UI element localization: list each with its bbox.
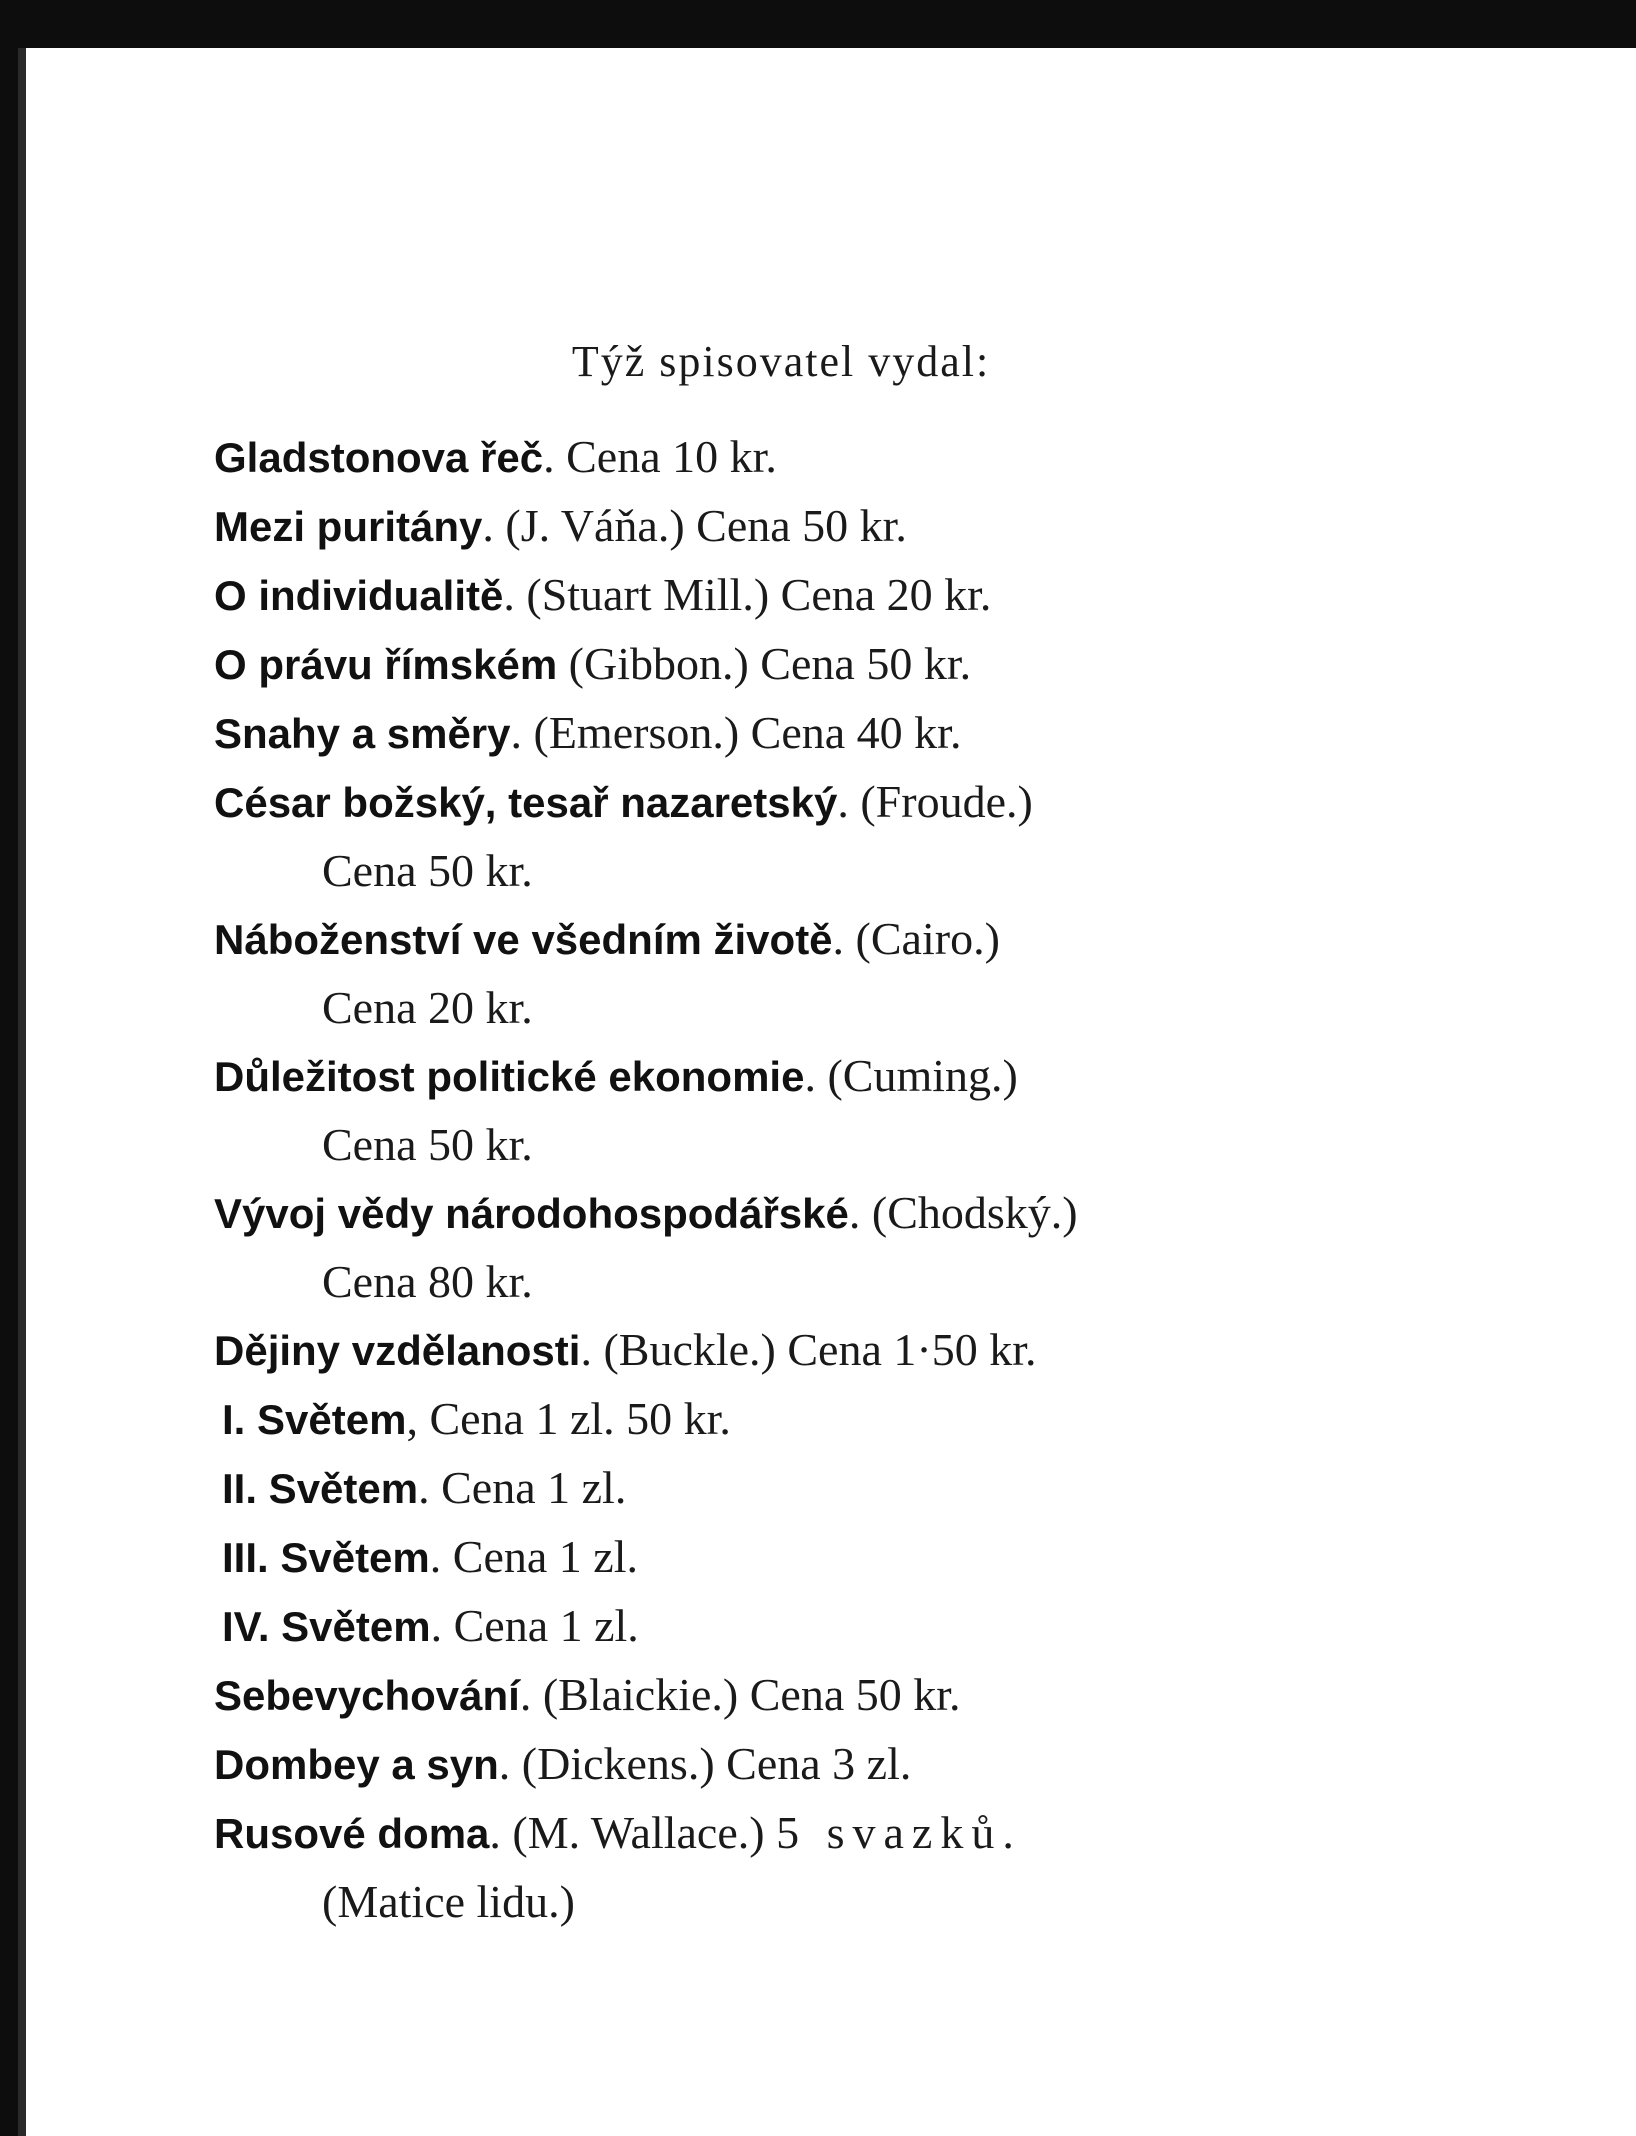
volume-title: IV. Světem xyxy=(222,1603,431,1650)
entry-details: . (J. Váňa.) Cena 50 kr. xyxy=(482,500,907,551)
entry-title: Snahy a směry xyxy=(214,710,511,757)
entry-title: Náboženství ve všedním životě xyxy=(214,916,833,963)
entry-publisher: (Matice lidu.) xyxy=(322,1876,575,1927)
volume-details: . Cena 1 zl. xyxy=(430,1600,639,1651)
entry-details: . (Dickens.) Cena 3 zl. xyxy=(498,1738,912,1789)
volume-title: I. Světem xyxy=(222,1396,407,1443)
volume-details: , Cena 1 zl. 50 kr. xyxy=(406,1393,731,1444)
entry-details: . Cena 10 kr. xyxy=(543,431,777,482)
entry-details: . (M. Wallace.) xyxy=(489,1807,777,1858)
list-item xyxy=(214,561,1514,630)
list-item xyxy=(214,1661,1514,1730)
list-item xyxy=(214,1799,1514,1936)
scan-border-left xyxy=(0,0,18,2136)
entry-details: . (Emerson.) Cena 40 kr. xyxy=(510,707,962,758)
entry-title: Rusové doma xyxy=(214,1810,490,1857)
entry-title: O právu římském xyxy=(214,641,558,688)
book-page xyxy=(26,48,1636,2136)
list-item xyxy=(214,423,1514,492)
entry-details: . (Chodský.) xyxy=(848,1187,1078,1238)
volume-item xyxy=(214,1592,1514,1661)
publication-list xyxy=(214,423,1514,1936)
list-item xyxy=(214,492,1514,561)
volume-title: III. Světem xyxy=(222,1534,430,1581)
entry-title: Vývoj vědy národohospodářské xyxy=(214,1190,849,1237)
scan-border-top xyxy=(0,0,1636,48)
entry-title: Důležitost politické ekonomie xyxy=(214,1053,805,1100)
volume-title: II. Světem xyxy=(222,1465,419,1512)
entry-title: O individualitě xyxy=(214,572,504,619)
volume-item xyxy=(214,1523,1514,1592)
entry-details: (Gibbon.) Cena 50 kr. xyxy=(557,638,972,689)
list-item xyxy=(214,1042,1514,1179)
list-item xyxy=(214,1316,1514,1385)
list-item xyxy=(214,630,1514,699)
entry-volume-count: 5 svazků. xyxy=(776,1807,1022,1858)
list-item xyxy=(214,699,1514,768)
entry-details: . (Cuming.) xyxy=(804,1050,1018,1101)
volume-details: . Cena 1 zl. xyxy=(418,1462,627,1513)
entry-title: Sebevychování xyxy=(214,1672,520,1719)
entry-price: Cena 80 kr. xyxy=(322,1256,533,1307)
volume-details: . Cena 1 zl. xyxy=(429,1531,638,1582)
list-item xyxy=(214,905,1514,1042)
entry-price: Cena 50 kr. xyxy=(322,845,533,896)
entry-details: . (Cairo.) xyxy=(832,913,1000,964)
entry-details: . (Froude.) xyxy=(837,776,1033,827)
list-item xyxy=(214,768,1514,905)
entry-title: César božský, tesař nazaretský xyxy=(214,779,838,826)
list-item xyxy=(214,1179,1514,1316)
entry-title: Dombey a syn xyxy=(214,1741,499,1788)
entry-price: Cena 50 kr. xyxy=(322,1119,533,1170)
page-heading: Týž spisovatel vydal: xyxy=(571,337,991,386)
volume-item xyxy=(214,1385,1514,1454)
entry-title: Dějiny vzdělanosti xyxy=(214,1327,581,1374)
entry-details: . (Buckle.) Cena 1·50 kr. xyxy=(580,1324,1037,1375)
volume-item xyxy=(214,1454,1514,1523)
entry-title: Mezi puritány xyxy=(214,503,483,550)
entry-details: . (Stuart Mill.) Cena 20 kr. xyxy=(503,569,992,620)
list-item xyxy=(214,1730,1514,1799)
scan-page-edge xyxy=(18,48,26,2136)
entry-title: Gladstonova řeč xyxy=(214,434,544,481)
entry-details: . (Blaickie.) Cena 50 kr. xyxy=(519,1669,961,1720)
entry-price: Cena 20 kr. xyxy=(322,982,533,1033)
